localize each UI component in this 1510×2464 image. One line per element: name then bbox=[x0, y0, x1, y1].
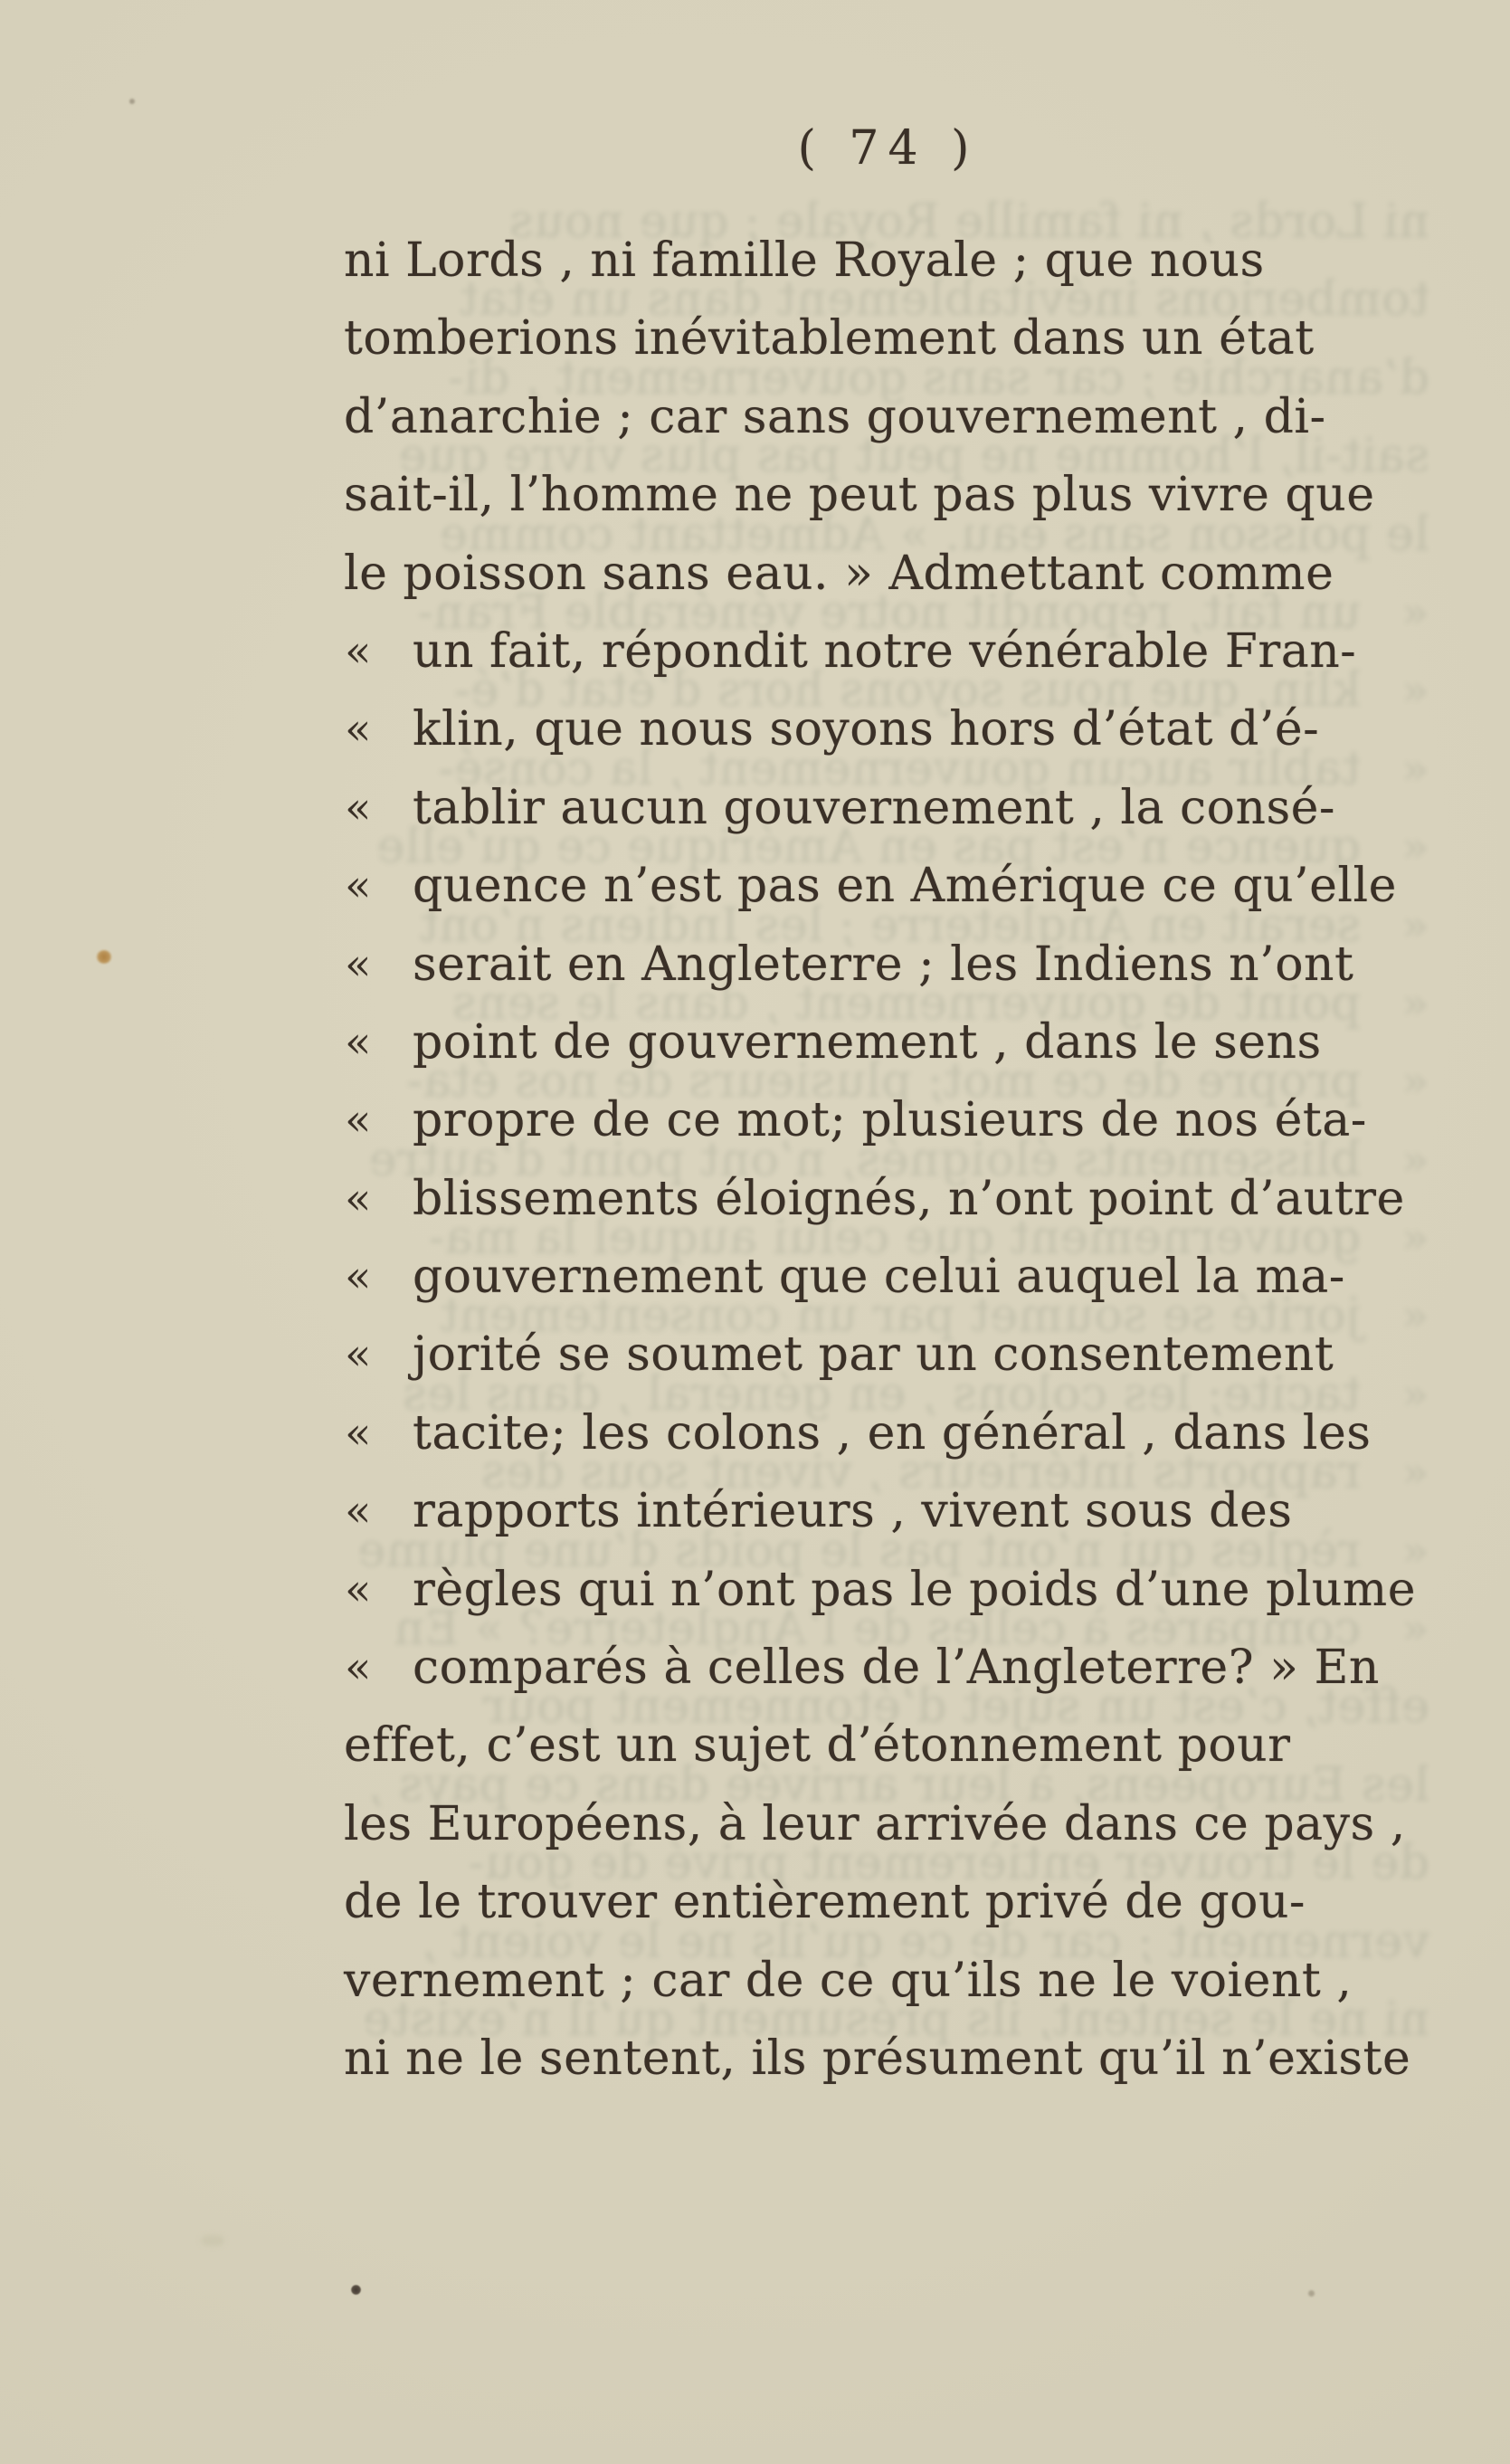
text-line bbox=[344, 613, 1432, 690]
text-line bbox=[344, 1004, 1432, 1081]
text-line bbox=[344, 1316, 1432, 1394]
line-text: tacite; les colons , en général , dans les bbox=[413, 1405, 1372, 1460]
line-text: sait-il, l’homme ne peut pas plus vivre que bbox=[398, 429, 1429, 484]
guillemet-quote-mark: « bbox=[1401, 586, 1429, 638]
guillemet-quote-mark: « bbox=[1401, 1603, 1429, 1655]
line-text: vernement ; car de ce qu’ils ne le voient , bbox=[344, 1953, 1353, 2008]
guillemet-quote-mark: « bbox=[345, 704, 372, 756]
paper-stain bbox=[96, 950, 112, 964]
guillemet-quote-mark: « bbox=[1401, 822, 1429, 873]
line-text: effet, c’est un sujet d’étonnement pour bbox=[482, 1679, 1429, 1735]
text-line bbox=[344, 1081, 1432, 1159]
text-line bbox=[344, 2020, 1432, 2098]
paper-stain bbox=[129, 99, 135, 104]
paper-stain bbox=[201, 2235, 224, 2246]
guillemet-quote-mark: « bbox=[345, 1329, 372, 1381]
guillemet-quote-mark: « bbox=[1401, 743, 1429, 794]
page-number: ( 74 ) bbox=[797, 121, 979, 176]
line-text: gouvernement que celui auquel la ma- bbox=[413, 1250, 1345, 1305]
line-text: point de gouvernement , dans le sens bbox=[413, 1014, 1322, 1070]
guillemet-quote-mark: « bbox=[1401, 1368, 1429, 1420]
line-text: quence n’est pas en Amérique ce qu’elle bbox=[376, 820, 1361, 875]
line-text: klin, que nous soyons hors d’état d’é- bbox=[453, 663, 1361, 718]
guillemet-quote-mark: « bbox=[1401, 977, 1429, 1029]
text-line bbox=[344, 926, 1432, 1004]
text-line bbox=[344, 1551, 1432, 1629]
line-text: vernement ; car de ce qu’ils ne le voient , bbox=[421, 1914, 1429, 1969]
guillemet-quote-mark: « bbox=[345, 1173, 372, 1224]
line-text: klin, que nous soyons hors d’état d’é- bbox=[413, 702, 1320, 757]
line-text: d’anarchie ; car sans gouvernement , di- bbox=[344, 389, 1326, 444]
text-line bbox=[344, 1707, 1432, 1784]
line-text: blissements éloignés, n’ont point d’autre bbox=[368, 1132, 1361, 1187]
line-text: comparés à celles de l’Angleterre? » En bbox=[413, 1641, 1380, 1696]
line-text: le poisson sans eau. » Admettant comme bbox=[439, 507, 1429, 562]
line-text: de le trouver entièrement privé de gou- bbox=[467, 1836, 1429, 1891]
line-text: jorité se soumet par un consentement bbox=[413, 1327, 1334, 1383]
line-text: ni Lords , ni famille Royale ; que nous bbox=[344, 233, 1265, 288]
text-line bbox=[344, 1863, 1432, 1941]
guillemet-quote-mark: « bbox=[345, 1095, 372, 1146]
line-text: tablir aucun gouvernement , la consé- bbox=[438, 741, 1361, 796]
text-line bbox=[344, 378, 1432, 456]
guillemet-quote-mark: « bbox=[345, 782, 372, 833]
line-text: un fait, répondit notre vénérable Fran- bbox=[416, 585, 1361, 640]
text-line bbox=[344, 1472, 1432, 1550]
line-text: effet, c’est un sujet d’étonnement pour bbox=[344, 1718, 1291, 1774]
line-text: ni ne le sentent, ils présument qu’il n’existe bbox=[344, 2031, 1411, 2086]
line-text: gouvernement que celui auquel la ma- bbox=[428, 1211, 1361, 1266]
line-text: ni ne le sentent, ils présument qu’il n’existe bbox=[362, 1992, 1429, 2047]
guillemet-quote-mark: « bbox=[1401, 1447, 1429, 1498]
guillemet-quote-mark: « bbox=[345, 861, 372, 912]
line-text: ni Lords , ni famille Royale ; que nous bbox=[508, 195, 1429, 249]
text-line bbox=[344, 1160, 1432, 1238]
guillemet-quote-mark: « bbox=[1401, 665, 1429, 717]
text-line bbox=[344, 300, 1432, 377]
guillemet-quote-mark: « bbox=[345, 1564, 372, 1615]
text-line bbox=[344, 1629, 1432, 1707]
guillemet-quote-mark: « bbox=[345, 938, 372, 990]
guillemet-quote-mark: « bbox=[1401, 1290, 1429, 1342]
guillemet-quote-mark: « bbox=[345, 1486, 372, 1537]
guillemet-quote-mark: « bbox=[1401, 1056, 1429, 1108]
line-text: tomberions inévitablement dans un état bbox=[459, 272, 1429, 328]
text-line bbox=[344, 535, 1432, 613]
text-line bbox=[344, 456, 1432, 534]
text-line bbox=[344, 1238, 1432, 1316]
guillemet-quote-mark: « bbox=[1401, 1525, 1429, 1576]
line-text: rapports intérieurs , vivent sous des bbox=[413, 1484, 1293, 1539]
text-line bbox=[344, 690, 1432, 768]
line-text: de le trouver entièrement privé de gou- bbox=[344, 1875, 1306, 1930]
guillemet-quote-mark: « bbox=[345, 1642, 372, 1694]
line-text: serait en Angleterre ; les Indiens n’ont bbox=[413, 937, 1354, 992]
line-text: règles qui n’ont pas le poids d’une plume bbox=[413, 1562, 1416, 1617]
line-text: serait en Angleterre ; les Indiens n’ont bbox=[419, 898, 1361, 953]
line-text: le poisson sans eau. » Admettant comme bbox=[344, 546, 1334, 601]
line-text: tablir aucun gouvernement , la consé- bbox=[413, 780, 1335, 835]
text-line bbox=[344, 222, 1432, 300]
guillemet-quote-mark: « bbox=[1401, 1134, 1429, 1185]
line-text: règles qui n’ont pas le poids d’une plume bbox=[357, 1523, 1361, 1578]
line-text: propre de ce mot; plusieurs de nos éta- bbox=[406, 1054, 1361, 1109]
line-text: d’anarchie ; car sans gouvernement , di- bbox=[447, 350, 1429, 405]
text-line bbox=[344, 1942, 1432, 2020]
guillemet-quote-mark: « bbox=[345, 1251, 372, 1303]
paper-stain bbox=[1308, 2290, 1315, 2297]
text-line bbox=[344, 847, 1432, 925]
line-text: jorité se soumet par un consentement bbox=[439, 1289, 1361, 1344]
text-line bbox=[344, 1785, 1432, 1863]
line-text: les Européens, à leur arrivée dans ce pays , bbox=[344, 1796, 1406, 1851]
line-text: un fait, répondit notre vénérable Fran- bbox=[413, 623, 1357, 679]
line-text: quence n’est pas en Amérique ce qu’elle bbox=[413, 859, 1397, 914]
paper-stain bbox=[351, 2285, 361, 2295]
line-text: point de gouvernement , dans le sens bbox=[451, 975, 1361, 1031]
text-line bbox=[344, 769, 1432, 847]
guillemet-quote-mark: « bbox=[1401, 1213, 1429, 1264]
line-text: sait-il, l’homme ne peut pas plus vivre que bbox=[344, 468, 1375, 523]
line-text: propre de ce mot; plusieurs de nos éta- bbox=[413, 1093, 1367, 1148]
guillemet-quote-mark: « bbox=[345, 1407, 372, 1459]
line-text: tacite; les colons , en général , dans les bbox=[402, 1366, 1361, 1422]
text-line bbox=[344, 1394, 1432, 1472]
line-text: blissements éloignés, n’ont point d’autre bbox=[413, 1171, 1405, 1226]
line-text: tomberions inévitablement dans un état bbox=[344, 311, 1315, 366]
guillemet-quote-mark: « bbox=[345, 1016, 372, 1068]
page-text bbox=[344, 222, 1432, 2098]
line-text: les Européens, à leur arrivée dans ce pays , bbox=[367, 1757, 1429, 1812]
line-text: comparés à celles de l’Angleterre? » En bbox=[394, 1602, 1361, 1657]
guillemet-quote-mark: « bbox=[1401, 899, 1429, 951]
guillemet-quote-mark: « bbox=[345, 625, 372, 677]
line-text: rapports intérieurs , vivent sous des bbox=[480, 1445, 1361, 1500]
